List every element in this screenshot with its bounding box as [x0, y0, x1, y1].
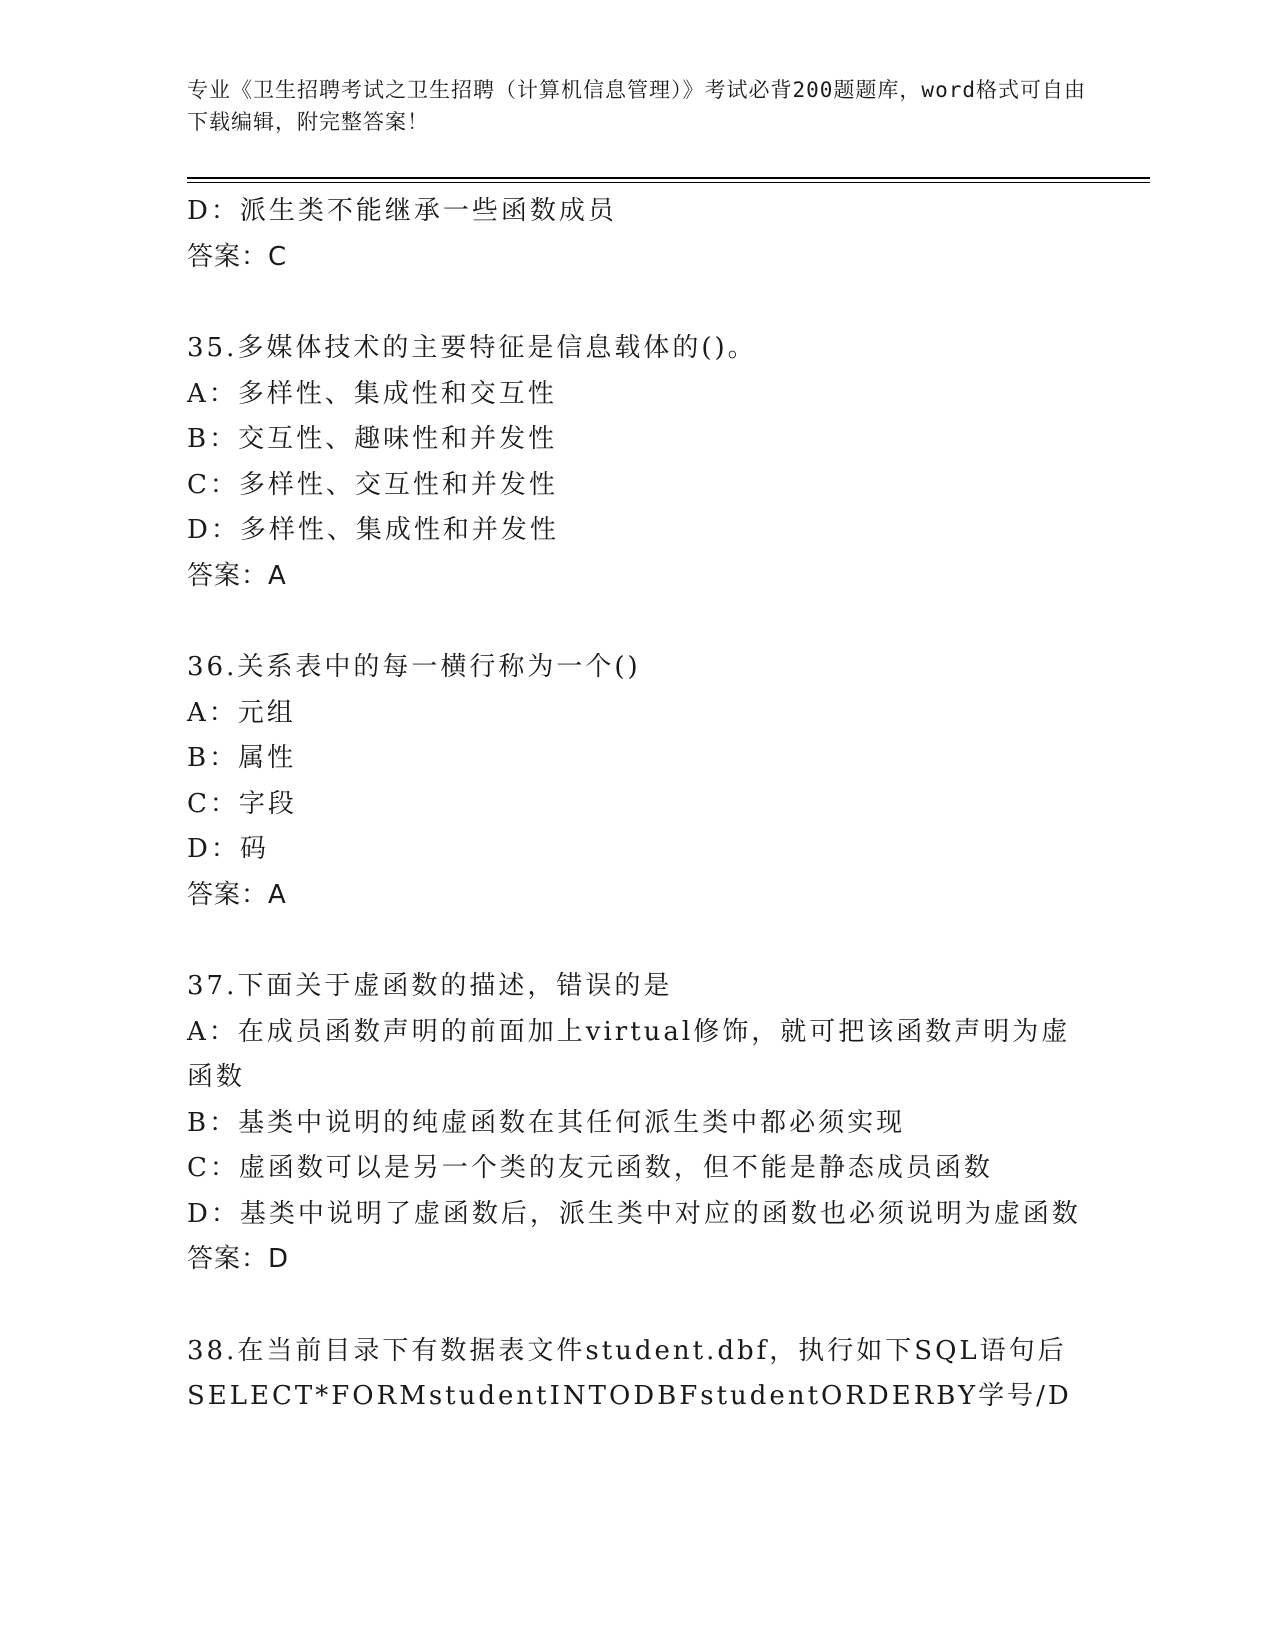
- question-text-continued: SELECT*FORMstudentINTODBFstudentORDERBY学号/D: [187, 1381, 1072, 1411]
- question-35: [187, 326, 1087, 599]
- prev-option-d: D：派生类不能继承一些函数成员: [187, 196, 617, 226]
- question-text: 38.在当前目录下有数据表文件student.dbf，执行如下SQL语句后: [187, 1335, 1067, 1366]
- spacer: [187, 280, 1087, 326]
- spacer: [187, 1283, 1087, 1329]
- question-text: 36.关系表中的每一横行称为一个(): [187, 652, 641, 682]
- option-a: A：元组: [187, 697, 296, 728]
- header-divider-thick: [187, 177, 1150, 179]
- option-c: C：虚函数可以是另一个类的友元函数，但不能是静态成员函数: [187, 1153, 993, 1183]
- option-b: B：交互性、趣味性和并发性: [187, 424, 558, 454]
- option-a: A：多样性、集成性和交互性: [187, 378, 557, 409]
- option-b: B：属性: [187, 743, 297, 773]
- question-37: [187, 964, 1087, 1283]
- spacer: [187, 599, 1087, 645]
- answer: 答案：D: [187, 1244, 290, 1274]
- header-divider-thin: [187, 182, 1150, 183]
- option-d: D：基类中说明了虚函数后，派生类中对应的函数也必须说明为虚函数: [187, 1198, 1081, 1229]
- question-text: 37.下面关于虚函数的描述，错误的是: [187, 971, 673, 1001]
- question-36: [187, 645, 1087, 918]
- option-b: B：基类中说明的纯虚函数在其任何派生类中都必须实现: [187, 1107, 906, 1138]
- option-d: D：多样性、集成性和并发性: [187, 515, 559, 545]
- option-c: C：字段: [187, 788, 297, 819]
- prev-answer: 答案：C: [187, 241, 288, 272]
- spacer: [187, 918, 1087, 964]
- answer: 答案：A: [187, 560, 287, 591]
- option-a: A：在成员函数声明的前面加上virtual修饰，就可把该函数声明为虚函数: [187, 1016, 1071, 1092]
- question-38: [187, 1329, 1087, 1420]
- document-header: 专业《卫生招聘考试之卫生招聘（计算机信息管理）》考试必背200题题库，word格式可自由下载编辑，附完整答案！: [187, 78, 1086, 134]
- answer: 答案：A: [187, 879, 287, 910]
- question-text: 35.多媒体技术的主要特征是信息载体的()。: [187, 333, 757, 363]
- option-d: D：码: [187, 834, 269, 864]
- question-list: [187, 189, 1087, 1420]
- option-c: C：多样性、交互性和并发性: [187, 469, 558, 500]
